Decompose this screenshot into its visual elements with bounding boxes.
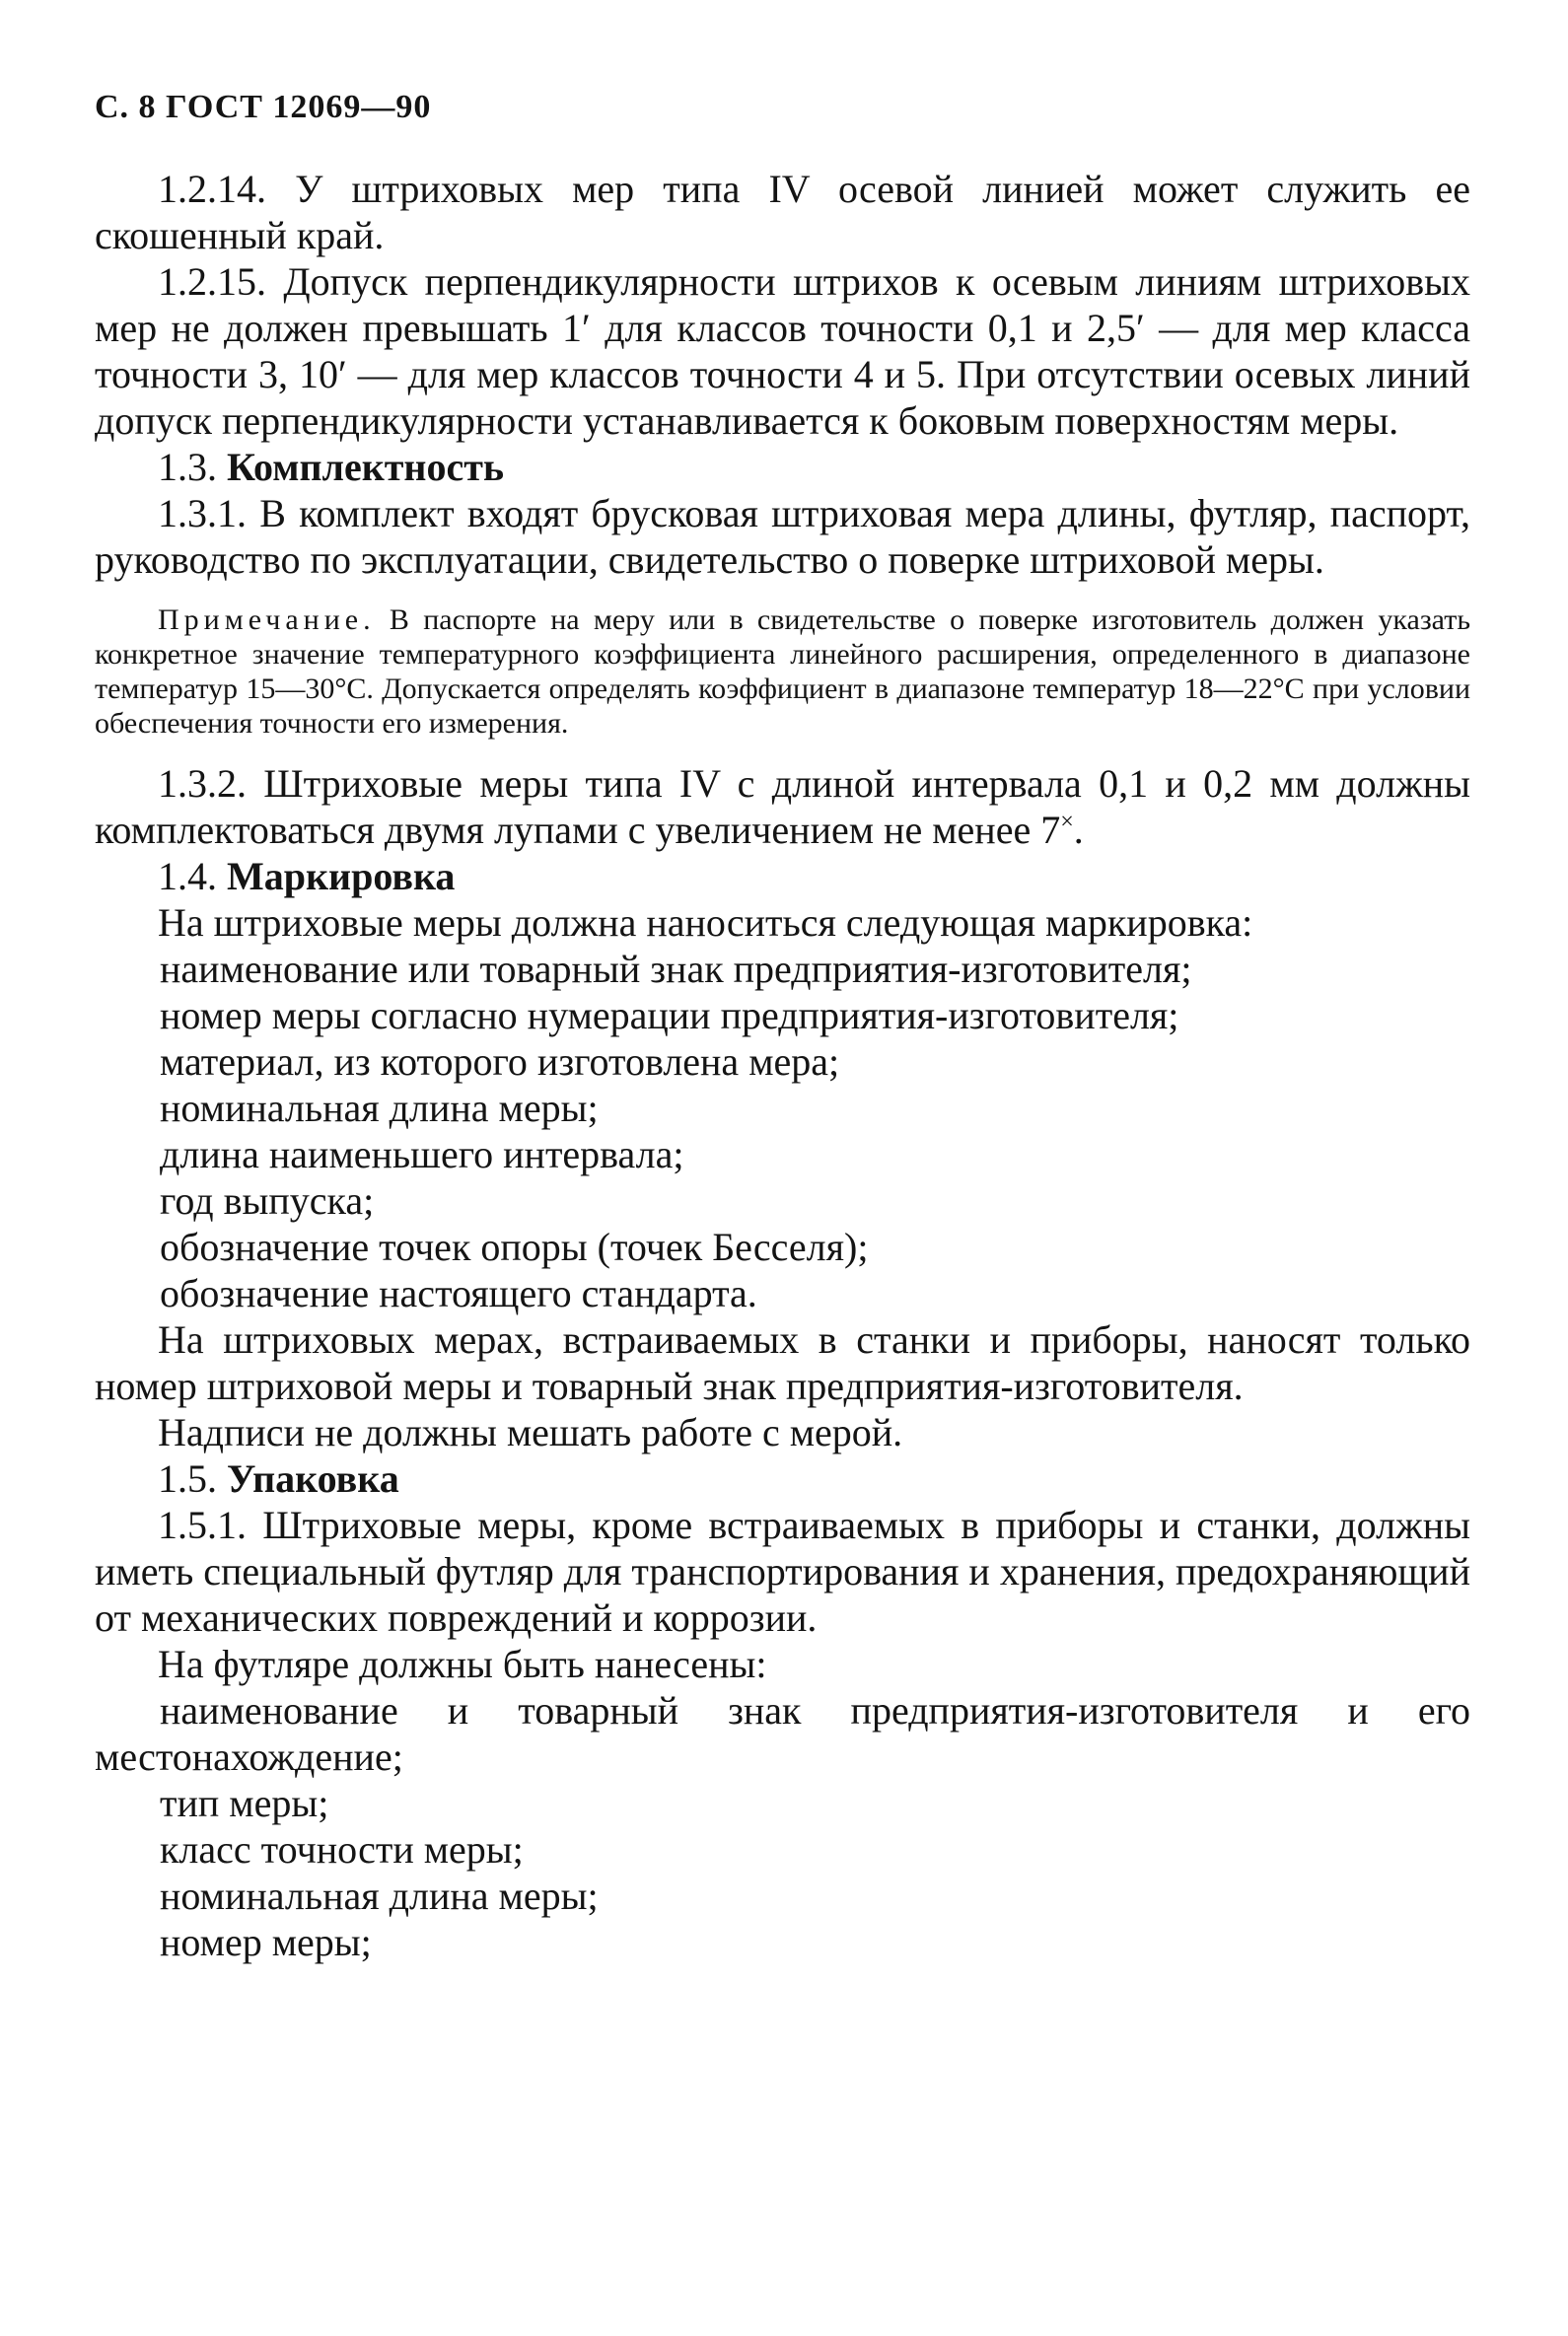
list-item: год выпуска; xyxy=(160,1178,375,1223)
list-item: материал, из которого изготовлена мера; xyxy=(160,1039,840,1084)
section-title: Маркировка xyxy=(227,854,456,898)
section-title: Упаковка xyxy=(227,1456,399,1501)
paragraph-builtin-measures: На штриховых мерах, встраиваемых в станки и приборы, наносят только номер штриховой меры и товарный знак предприятия-изготовителя. xyxy=(95,1317,1470,1408)
paragraph-1-2-15: 1.2.15. Допуск перпендикулярности штрихов к осевым линиям штриховых мер не должен превышать 1′ для классов точности 0,1 и 2,5′ — для мер класса точности 3, 10′ — для мер классов точности 4 и 5. При отсутствии осевых линий допуск перпендикулярности устанавливается к боковым поверхностям меры. xyxy=(95,259,1470,443)
paragraph-case-intro: На футляре должны быть нанесены: xyxy=(158,1642,767,1686)
paragraph-1-3-2-end: . xyxy=(1073,808,1084,852)
list-item: обозначение точек опоры (точек Бесселя); xyxy=(160,1225,869,1269)
paragraph-1-2-14: 1.2.14. У штриховых мер типа IV осевой линией может служить ее скошенный край. xyxy=(95,167,1470,257)
marking-list xyxy=(95,946,1470,1316)
paragraph-1-5-1: 1.5.1. Штриховые меры, кроме встраиваемых в приборы и станки, должны иметь специальный футляр для транспортирования и хранения, предохраняющий от механических повреждений и коррозии. xyxy=(95,1503,1470,1640)
list-item: наименование и товарный знак предприятия-изготовителя и его местонахождение; xyxy=(95,1688,1470,1779)
paragraph-1-3-2 xyxy=(95,760,1470,853)
list-item: тип меры; xyxy=(160,1781,329,1825)
section-number: 1.4. xyxy=(158,854,217,898)
note-text: В паспорте на меру или в свидетельстве о поверке изготовитель должен указать конкретное значение температурного коэффициента линейного расширения, определенного в диапазоне температур 15—30°С. Допускается определять коэффициент в диапазоне температур 18—22°С при условии обеспечения точности его измерения. xyxy=(95,603,1471,740)
page-header: С. 8 ГОСТ 12069—90 xyxy=(95,89,432,125)
section-title: Комплектность xyxy=(227,445,505,489)
paragraph-marking-intro: На штриховые меры должна наноситься следующая маркировка: xyxy=(158,900,1253,945)
section-heading-1-4 xyxy=(95,853,1470,899)
note-block xyxy=(95,602,1470,741)
list-item: наименование или товарный знак предприятия-изготовителя; xyxy=(160,947,1192,991)
case-list xyxy=(95,1687,1470,1965)
section-heading-1-5 xyxy=(95,1455,1470,1502)
list-item: длина наименьшего интервала; xyxy=(160,1132,684,1176)
section-heading-1-3 xyxy=(95,444,1470,490)
section-number: 1.3. xyxy=(158,445,217,489)
list-item: номер меры; xyxy=(160,1920,372,1964)
paragraph-1-3-2-text: 1.3.2. Штриховые меры типа IV с длиной интервала 0,1 и 0,2 мм должны комплектоваться двумя лупами с увеличением не менее 7 xyxy=(95,761,1470,852)
list-item: класс точности меры; xyxy=(160,1827,524,1872)
magnification-mark: × xyxy=(1060,809,1074,835)
note-label: Примечание. xyxy=(158,603,376,636)
paragraph-labels: Надписи не должны мешать работе с мерой. xyxy=(158,1410,903,1454)
document-body xyxy=(95,166,1470,1965)
list-item: номинальная длина меры; xyxy=(160,1874,599,1918)
list-item: номер меры согласно нумерации предприятия-изготовителя; xyxy=(160,993,1179,1037)
paragraph-1-3-1: 1.3.1. В комплект входят брусковая штриховая мера длины, футляр, паспорт, руководство по эксплуатации, свидетельство о поверке штриховой меры. xyxy=(95,491,1470,582)
section-number: 1.5. xyxy=(158,1456,217,1501)
list-item: номинальная длина меры; xyxy=(160,1086,599,1130)
list-item: обозначение настоящего стандарта. xyxy=(160,1271,757,1315)
